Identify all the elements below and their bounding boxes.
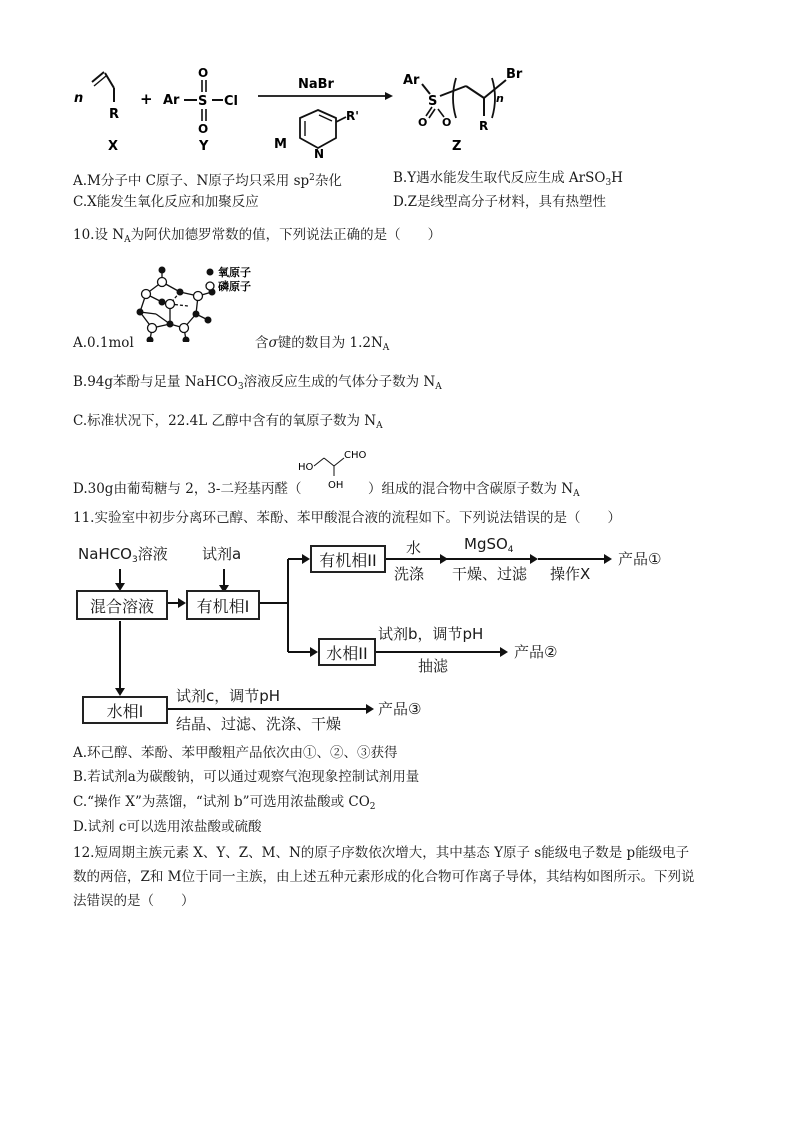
label-product-1: 产品① [618, 550, 662, 568]
box-aqueous-phase-1: 水相I [82, 696, 168, 724]
svg-text:O: O [418, 116, 428, 129]
q10-option-b: B.94g苯酚与足量 NaHCO$_3$溶液反应生成的气体分子数为 $N_A$ [73, 374, 442, 392]
label-x: X [108, 139, 119, 154]
label-wash: 洗涤 [394, 565, 425, 583]
q11-option-a: A.环己醇、苯酚、苯甲酸粗产品依次由①、②、③获得 [73, 745, 398, 761]
q9-option-d: D.Z是线型高分子材料，具有热塑性 [393, 194, 607, 210]
reaction-scheme [60, 60, 550, 160]
box-mixed-solution: 混合溶液 [76, 590, 168, 620]
svg-text:R: R [479, 119, 489, 133]
plus-sign: + [140, 90, 153, 108]
svg-text:Cl: Cl [224, 94, 238, 109]
svg-text:N: N [314, 147, 325, 160]
q11-option-d: D.试剂 c可以选用浓盐酸或硫酸 [73, 819, 262, 835]
separation-flowchart [72, 535, 752, 735]
box-aqueous-phase-2: 水相II [318, 638, 376, 666]
svg-text:S: S [428, 94, 438, 109]
q9-option-c: C.X能发生氧化反应和加聚反应 [73, 194, 259, 210]
polymer-z [403, 67, 523, 154]
legend-phosphorus: 磷原子 [218, 280, 251, 293]
label-crystallize: 结晶、过滤、洗涤、干燥 [176, 715, 342, 733]
svg-text:n: n [496, 92, 504, 105]
label-reagent-b: 试剂b，调节pH [378, 625, 484, 643]
label-product-2: 产品② [514, 643, 558, 661]
label-m: M [274, 137, 287, 152]
svg-text:Br: Br [506, 67, 523, 82]
q10-option-a-tail: 含σ键的数目为 $1.2N_A$ [255, 335, 390, 353]
box-organic-phase-1: 有机相I [186, 590, 260, 620]
svg-text:O: O [198, 66, 209, 80]
reaction-arrow [258, 77, 393, 160]
label-dry-filter: 干燥、过滤 [452, 565, 528, 583]
q12-stem-line-2: 数的两倍，Z和 M位于同一主族，由上述五种元素形成的化合物可作离子导体，其结构如图所示。下列说 [73, 869, 695, 885]
svg-text:O: O [442, 116, 452, 129]
label-operation-x: 操作X [550, 565, 591, 583]
q9-option-a: A.M分子中 C原子、N原子均只采用 $sp^2$杂化 [73, 173, 342, 189]
label-nahco3: NaHCO$_3$溶液 [78, 545, 168, 565]
svg-text:Ar: Ar [163, 93, 180, 108]
q10-stem: 10.设 $N_A$为阿伏加德罗常数的值，下列说法正确的是（ ） [73, 227, 442, 245]
q12-stem-line-3: 法错误的是（ ） [73, 893, 195, 909]
svg-text:O: O [198, 122, 209, 136]
label-reagent-a: 试剂a [202, 545, 242, 563]
label-reagent-c: 试剂c，调节pH [176, 687, 281, 705]
svg-text:CHO: CHO [344, 450, 367, 461]
reagent-nabr: NaBr [298, 77, 334, 92]
q11-stem: 11.实验室中初步分离环己醇、苯酚、苯甲酸混合液的流程如下。下列说法错误的是（ ） [73, 510, 621, 526]
q9-option-b: B.Y遇水能发生取代反应生成 ArSO$_3$H [393, 170, 623, 188]
q10-option-d-tail: ）组成的混合物中含碳原子数为 $N_A$ [368, 481, 580, 499]
glyceraldehyde-structure [296, 446, 368, 492]
svg-text:OH: OH [328, 480, 344, 491]
q12-stem-line-1: 12.短周期主族元素 X、Y、Z、M、N的原子序数依次增大，其中基态 Y原子 s能级电子数是 p能级电子 [73, 845, 690, 861]
q10-option-d: D.30g由葡萄糖与 2，3-二羟基丙醛（ [73, 481, 302, 497]
p4o10-structure [128, 262, 268, 342]
legend-oxygen: 氧原子 [218, 266, 251, 279]
svg-text:HO: HO [298, 462, 314, 473]
label-mgso4: MgSO$_4$ [464, 535, 514, 555]
q10-option-c: C.标准状况下，22.4L 乙醇中含有的氧原子数为 $N_A$ [73, 413, 383, 431]
svg-text:S: S [198, 94, 208, 109]
svg-text:Ar: Ar [403, 73, 420, 88]
sulfonyl-chloride-y [163, 66, 238, 154]
q10-option-a: A.0.1mol [73, 335, 134, 351]
q11-option-c: C.“操作 X”为蒸馏，“试剂 b”可选用浓盐酸或 $CO_2$ [73, 794, 376, 812]
label-suction-filter: 抽滤 [418, 657, 449, 675]
label-z: Z [452, 139, 462, 154]
q11-option-b: B.若试剂a为碳酸钠，可以通过观察气泡现象控制试剂用量 [73, 769, 420, 785]
label-y: Y [199, 139, 209, 154]
label-water: 水 [406, 539, 422, 557]
box-organic-phase-2: 有机相II [310, 545, 386, 573]
svg-text:R': R' [346, 109, 359, 123]
monomer-x [74, 72, 119, 154]
atom-r: R [109, 107, 120, 122]
label-product-3: 产品③ [378, 700, 422, 718]
coef-n: n [74, 91, 84, 106]
